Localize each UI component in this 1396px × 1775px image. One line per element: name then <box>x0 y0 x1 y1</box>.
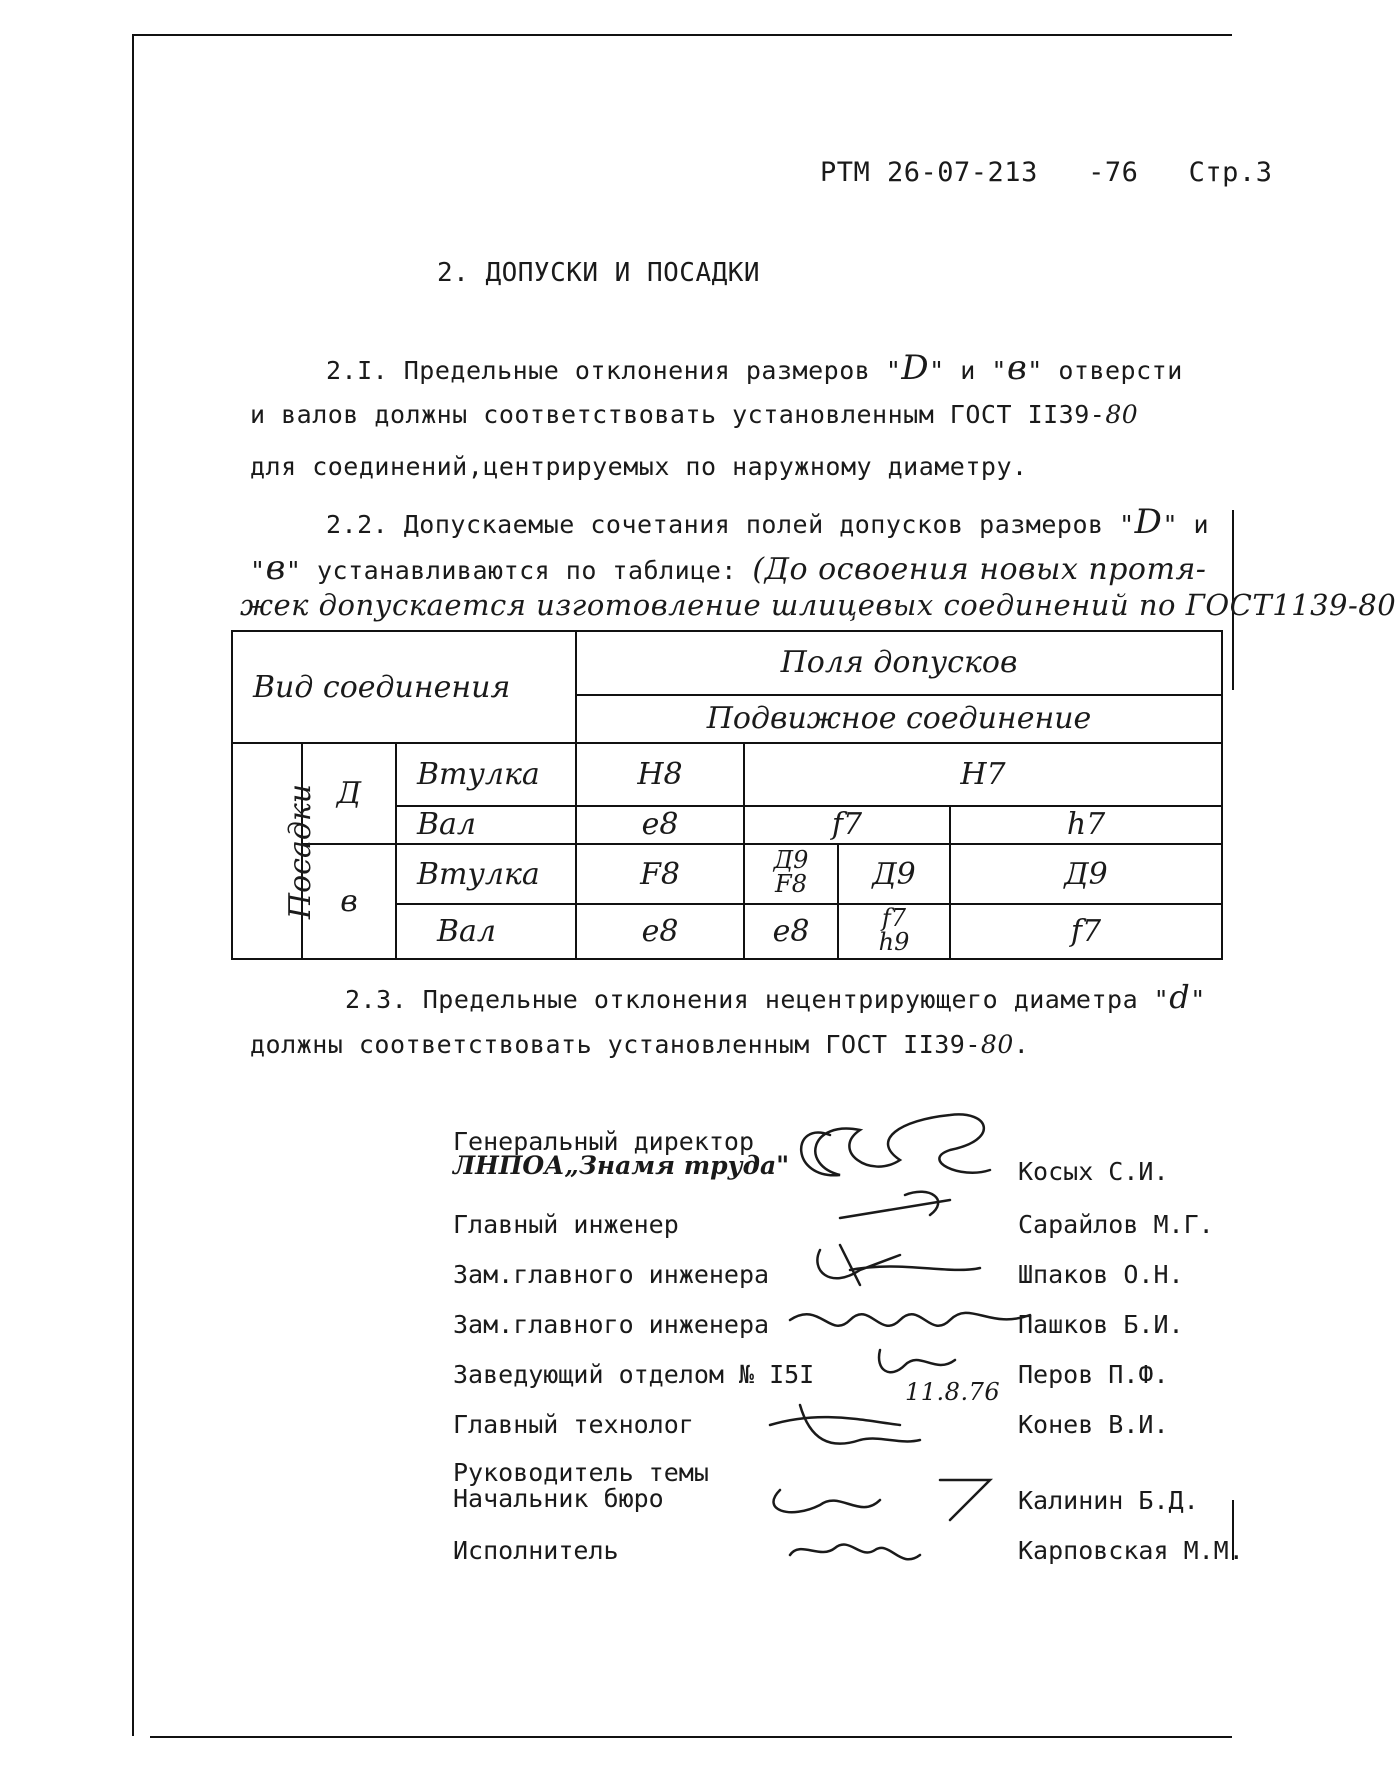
table-cell: е8 <box>576 904 744 959</box>
signatory-name: Пашков Б.И. <box>1018 1310 1184 1339</box>
signature <box>770 1405 920 1444</box>
table-cell: Д9 <box>838 844 950 905</box>
para-2-1-line-3: для соединений,центрируемых по наружному диаметру. <box>250 452 1028 481</box>
signatory-role: Заведующий отделом № I5I <box>453 1360 815 1389</box>
b-bushing-label: Втулка <box>396 844 576 905</box>
table-cell: Н7 <box>744 743 1222 806</box>
signatory-name: Карповская М.М. <box>1018 1536 1244 1565</box>
para-2-2-line-1: 2.2. Допускаемые сочетания полей допусков размеров "D" и <box>326 502 1210 542</box>
b-label: в <box>302 844 396 959</box>
table-cell: h7 <box>950 806 1222 844</box>
signatory-role: Генеральный директор ЛНПОА„Знамя труда" <box>453 1127 790 1180</box>
signatory-name: Перов П.Ф. <box>1018 1360 1169 1389</box>
para-2-3-line-1: 2.3. Предельные отклонения нецентрирующего диаметра "d" <box>345 978 1206 1016</box>
signatory-name: Сарайлов М.Г. <box>1018 1210 1214 1239</box>
signature <box>801 1114 990 1175</box>
d-shaft-label: Вал <box>396 806 576 844</box>
b-shaft-label: Вал <box>396 904 576 959</box>
signatory-role: Зам.главного инженера <box>453 1310 770 1339</box>
signatory-role: Главный технолог <box>453 1410 694 1439</box>
d-bushing-label: Втулка <box>396 743 576 806</box>
section-title: 2. ДОПУСКИ И ПОСАДКИ <box>437 258 761 288</box>
signatory-role: Главный инженер <box>453 1210 679 1239</box>
table-cell: f7 <box>950 904 1222 959</box>
signature <box>840 1192 950 1218</box>
handwritten-date: 11.8.76 <box>905 1378 1001 1406</box>
signatory-name: Косых С.И. <box>1018 1157 1169 1186</box>
signature <box>790 1313 1030 1326</box>
handwritten-note-1: (До освоения новых протя- <box>752 552 1207 587</box>
doc-code: РТМ 26-07-213 <box>820 157 1038 188</box>
table-cell: F8 <box>576 844 744 905</box>
para-2-3-line-2: должны соответствовать установленным ГОСТ II39-80. <box>250 1030 1030 1059</box>
table-cell: е8 <box>744 904 838 959</box>
table-cell: f7 <box>744 806 950 844</box>
signature <box>774 1480 990 1520</box>
d-label: Д <box>302 743 396 844</box>
signatory-name: Конев В.И. <box>1018 1410 1169 1439</box>
header-sub: Подвижное соединение <box>576 695 1222 743</box>
doc-year: -76 <box>1088 157 1139 188</box>
para-2-1-line-1: 2.I. Предельные отклонения размеров "D" и "в" отверсти <box>326 348 1183 388</box>
para-2-2-line-2: "в" устанавливаются по таблице: (До освоения новых протя- <box>250 548 1207 588</box>
signature <box>879 1350 955 1372</box>
signatory-name: Шпаков О.Н. <box>1018 1260 1184 1289</box>
page-number: Стр.3 <box>1188 157 1273 188</box>
table-cell: Н8 <box>576 743 744 806</box>
signature <box>817 1245 980 1285</box>
signature <box>790 1545 920 1560</box>
signatory-role: Руководитель темы Начальник бюро <box>453 1458 709 1513</box>
para-2-1-line-2: и валов должны соответствовать установленным ГОСТ II39-80 <box>250 400 1139 429</box>
table-cell-stacked: Д9 F8 <box>744 844 838 905</box>
table-cell-stacked: f7 h9 <box>838 904 950 959</box>
table-cell: Д9 <box>950 844 1222 905</box>
signatory-name: Калинин Б.Д. <box>1018 1486 1199 1515</box>
signatory-role: Зам.главного инженера <box>453 1260 770 1289</box>
header-fields: Поля допусков <box>576 631 1222 695</box>
table-cell: е8 <box>576 806 744 844</box>
side-label: Посадки <box>283 783 319 919</box>
handwritten-note-2: жек допускается изготовление шлицевых соединений по ГОСТ1139-80 <box>240 588 1396 622</box>
header-kind: Вид соединения <box>232 631 576 743</box>
signatory-role: Исполнитель <box>453 1536 619 1565</box>
